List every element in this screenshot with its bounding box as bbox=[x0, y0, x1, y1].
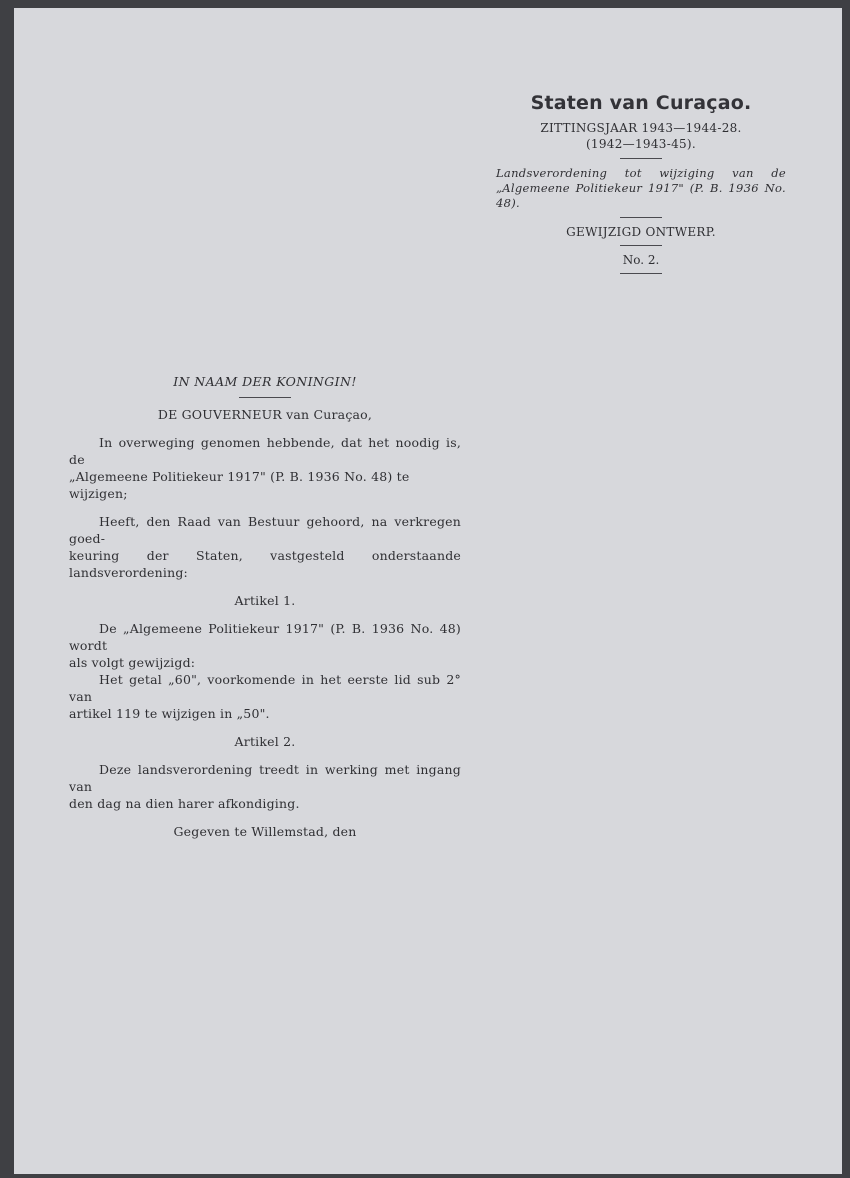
considering-line: In overweging genomen hebbende, dat het noodig is, de bbox=[69, 435, 461, 467]
article-2-title: Artikel 2. bbox=[234, 734, 296, 749]
divider bbox=[620, 245, 662, 246]
article-2-text: Deze landsverordening treedt in werking met ingang van bbox=[69, 762, 461, 794]
divider bbox=[620, 217, 662, 218]
article-1-text: als volgt gewijzigd: bbox=[69, 655, 196, 670]
heard-line: keuring der Staten, vastgesteld onderstaande landsverordening: bbox=[69, 548, 461, 580]
given-at-line: Gegeven te Willemstad, den bbox=[173, 824, 357, 839]
ordinance-body bbox=[69, 373, 461, 840]
document-header bbox=[496, 92, 786, 281]
article-1-text: De „Algemeene Politiekeur 1917" (P. B. 1936 No. 48) wordt bbox=[69, 621, 461, 653]
article-1-text: Het getal „60", voorkomende in het eerste lid sub 2° van bbox=[69, 672, 461, 704]
divider bbox=[239, 397, 291, 398]
headline: IN NAAM DER KONINGIN! bbox=[173, 374, 357, 389]
draft-status: GEWIJZIGD ONTWERP. bbox=[566, 225, 716, 239]
considering-line: „Algemeene Politiekeur 1917" (P. B. 1936 No. 48) te wijzigen; bbox=[69, 469, 410, 501]
document-title: Staten van Curaçao. bbox=[530, 92, 752, 114]
heard-line: Heeft, den Raad van Bestuur gehoord, na verkregen goed- bbox=[69, 514, 461, 546]
divider bbox=[620, 158, 662, 159]
ordinance-subject: Landsverordening tot wijziging van de „Algemeene Politiekeur 1917" (P. B. 1936 No. 48). bbox=[496, 166, 786, 210]
article-2-text: den dag na dien harer afkondiging. bbox=[69, 796, 300, 811]
session-year-previous: (1942—1943-45). bbox=[585, 137, 697, 151]
divider bbox=[620, 273, 662, 274]
article-1-title: Artikel 1. bbox=[234, 593, 296, 608]
article-1-text: artikel 119 te wijzigen in „50". bbox=[69, 706, 270, 721]
governor-line: DE GOUVERNEUR van Curaçao, bbox=[157, 407, 373, 422]
session-year: ZITTINGSJAAR 1943—1944-28. bbox=[540, 121, 742, 135]
document-number: No. 2. bbox=[622, 253, 660, 267]
